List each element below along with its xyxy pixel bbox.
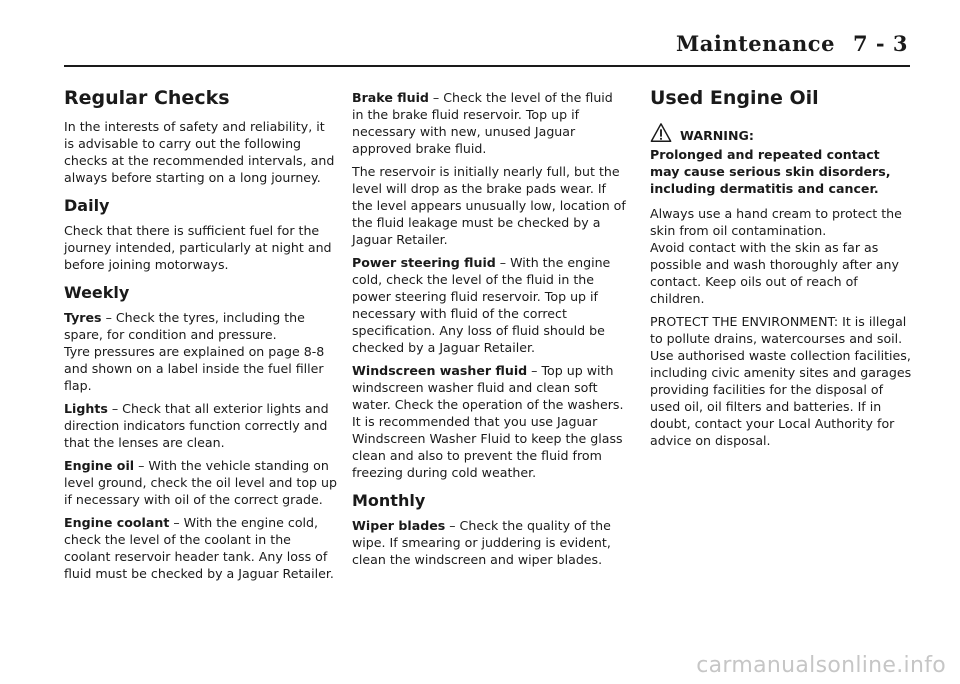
environment-paragraph: PROTECT THE ENVIRONMENT: It is illegal to pollute drains, watercourses and soil. Use authorised waste collection facilities, including civic amenity sites and garages providing facilities for the disposal of used oil, oil filters and batteries. If in doubt, contact your Local Authority for advice on disposal. [650,314,912,448]
brake-fluid-label: Brake fluid [352,90,429,105]
warning-label: WARNING: [680,128,754,143]
engine-oil-text: – With the vehicle standing on level ground, check the oil level and top up if necessary with oil of the correct grade. [64,458,338,507]
section-heading-used-engine-oil: Used Engine Oil [650,87,819,109]
tyres-text: – Check the tyres, including the spare, for condition and pressure. [64,310,305,342]
power-steering-label: Power steering fluid [352,255,496,270]
chapter-title: Maintenance [675,31,835,56]
column-2 [352,89,628,574]
power-steering-text: – With the engine cold, check the level of the fluid in the power steering fluid reservoir. Top up if necessary with fluid of the correct specification. Any loss of fluid should be checked by a Jaguar Retailer. [352,255,611,355]
tyres-paragraph-2: Tyre pressures are explained on page 8-8 and shown on a label inside the fuel filler flap. [64,344,325,393]
header-rule [64,65,910,67]
washer-fluid-text: – Top up with windscreen washer fluid and clean soft water. Check the operation of the washers. It is recommended that you use Jaguar Windscreen Washer Fluid to keep the glass clean and also to prevent the fluid from freezing during cold weather. [352,363,624,480]
column-3 [650,80,912,455]
watermark: carmanualsonline.info [696,653,946,678]
hand-cream-paragraph: Always use a hand cream to protect the skin from oil contamination. [650,206,902,238]
engine-coolant-paragraph [64,514,338,582]
washer-fluid-label: Windscreen washer fluid [352,363,528,378]
section-heading-regular-checks: Regular Checks [64,87,230,109]
brake-fluid-paragraph-2: The reservoir is initially nearly full, but the level will drop as the brake pads wear. If the level appears unusually low, location of the fluid leakage must be checked by a Jaguar Retailer. [352,164,626,247]
lights-paragraph [64,400,338,451]
brake-fluid-paragraph [352,89,628,157]
page-header [676,31,908,56]
engine-oil-paragraph [64,457,338,508]
lights-label: Lights [64,401,108,416]
subheading-weekly: Weekly [64,283,130,302]
wiper-blades-label: Wiper blades [352,518,446,533]
power-steering-paragraph [352,254,628,356]
engine-oil-label: Engine oil [64,458,135,473]
subheading-daily: Daily [64,196,110,215]
tyres-label: Tyres [64,310,102,325]
lights-text: – Check that all exterior lights and direction indicators function correctly and that the lenses are clean. [64,401,329,450]
warning-triangle-icon [650,122,672,144]
brake-fluid-text: – Check the level of the fluid in the brake fluid reservoir. Top up if necessary with new, unused Jaguar approved brake fluid. [352,90,613,156]
wiper-blades-paragraph [352,517,628,568]
warning-header [650,122,912,144]
wiper-blades-text: – Check the quality of the wipe. If smearing or juddering is evident, clean the windscreen and wiper blades. [352,518,611,567]
subheading-monthly: Monthly [352,491,426,510]
warning-text: Prolonged and repeated contact may cause serious skin disorders, including dermatitis and cancer. [650,147,891,196]
intro-paragraph: In the interests of safety and reliability, it is advisable to carry out the following checks at the recommended intervals, and always before starting on a long journey. [64,119,335,185]
daily-paragraph: Check that there is sufficient fuel for the journey intended, particularly at night and before joining motorways. [64,223,332,272]
engine-coolant-text: – With the engine cold, check the level of the coolant in the coolant reservoir header tank. Any loss of fluid must be checked by a Jaguar Retailer. [64,515,334,581]
engine-coolant-label: Engine coolant [64,515,170,530]
tyres-paragraph [64,309,338,343]
washer-fluid-paragraph [352,362,628,481]
column-1 [64,80,338,588]
avoid-contact-paragraph: Avoid contact with the skin as far as possible and wash thoroughly after any contact. Keep oils out of reach of children. [650,240,899,306]
page-number: 7 - 3 [852,31,908,56]
